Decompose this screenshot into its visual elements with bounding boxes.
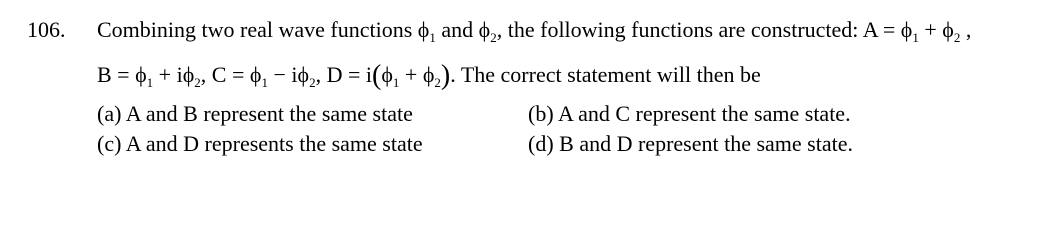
option-b[interactable]: (b) A and C represent the same state. <box>528 101 851 126</box>
option-d[interactable]: (d) B and D represent the same state. <box>528 131 853 156</box>
option-a[interactable]: (a) A and B represent the same state <box>97 101 413 126</box>
equation-c: , $C = \phi_1 - i\phi_2$ <box>200 62 316 90</box>
equation-a: $A = \phi_1 + \phi_2$ , <box>862 17 972 45</box>
question-text-after: , the following functions are constructed: <box>496 17 863 42</box>
option-c[interactable]: (c) A and D represents the same state <box>97 131 423 156</box>
question-number: 106. <box>27 17 66 42</box>
question-text-and: and <box>435 17 479 42</box>
equation-b: $B = \phi_1 + i\phi_2$ <box>97 62 201 90</box>
equation-d: , $D = i(\phi_1 + \phi_2)$ <box>315 60 451 91</box>
question-text-intro: Combining two real wave functions <box>97 17 418 42</box>
phi-2-symbol: $\phi_2$ <box>478 17 497 45</box>
question-text-tail: . The correct statement will then be <box>450 62 761 87</box>
phi-1-symbol: $\phi_1$ <box>417 17 436 45</box>
question-line-2 <box>97 60 761 91</box>
question-line-1 <box>97 17 971 43</box>
